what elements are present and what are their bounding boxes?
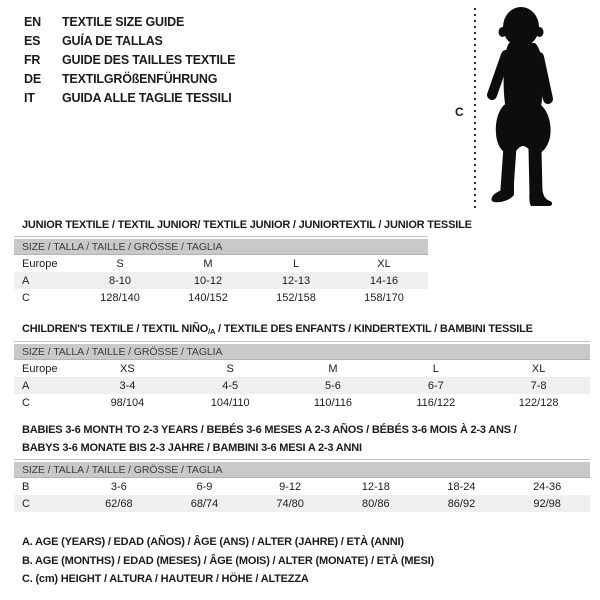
- lang-title: GUIDE DES TAILLES TEXTILE: [62, 53, 236, 67]
- babies-size-table: [14, 462, 590, 512]
- table-row: [14, 289, 428, 306]
- size-header-bar: [14, 462, 590, 478]
- size-header-bar: [14, 239, 428, 255]
- note-b: B. AGE (MONTHS) / EDAD (MESES) / ÂGE (MOIS) / ALTER (MONATE) / ETÀ (MESI): [22, 554, 434, 567]
- table-cell: 104/110: [210, 396, 250, 409]
- size-header-text: SIZE / TALLA / TAILLE / GRÖSSE / TAGLIA: [14, 344, 590, 360]
- table-cell: 24-36: [533, 480, 562, 493]
- junior-size-table: [14, 239, 428, 306]
- table-cell: 7-8: [487, 377, 590, 394]
- row-label: B: [22, 480, 30, 493]
- table-cell: XL: [531, 362, 546, 375]
- children-size-table: [14, 344, 590, 411]
- note-a: A. AGE (YEARS) / EDAD (AÑOS) / ÂGE (ANS) / ALTER (JAHRE) / ETÀ (ANNI): [22, 536, 404, 548]
- table-cell: 12-13: [252, 272, 340, 289]
- table-cell: 110/116: [313, 396, 353, 409]
- babies-title-line2: BABYS 3-6 MONATE BIS 2-3 JAHRE / BAMBINI 3-6 MESI A 2-3 ANNI: [22, 442, 362, 454]
- height-dotted-line: [474, 8, 476, 210]
- table-cell: 74/80: [247, 495, 333, 512]
- table-cell: M: [203, 257, 213, 270]
- babies-title-line1: BABIES 3-6 MONTH TO 2-3 YEARS / BEBÉS 3-6 MESES A 2-3 AÑOS / BÉBÉS 3-6 MOIS À 2-3 ANS /: [22, 424, 517, 436]
- table-cell: 92/98: [504, 495, 590, 512]
- table-cell: M: [328, 362, 338, 375]
- lang-row-de: [24, 70, 235, 89]
- row-label: C: [22, 396, 30, 409]
- lang-row-en: [24, 13, 235, 32]
- table-cell: 86/92: [419, 495, 505, 512]
- table-cell: 62/68: [76, 495, 162, 512]
- table-cell: 4-5: [179, 377, 282, 394]
- title-text: / TEXTILE DES ENFANTS / KINDERTEXTIL / BAMBINI TESSILE: [215, 323, 533, 335]
- table-cell: S: [116, 257, 124, 270]
- table-cell: XL: [377, 257, 391, 270]
- height-measure-label: C: [455, 105, 464, 119]
- size-header-text: SIZE / TALLA / TAILLE / GRÖSSE / TAGLIA: [14, 239, 428, 255]
- babies-table-title: [22, 421, 517, 457]
- table-cell: 8-10: [76, 272, 164, 289]
- table-cell: 98/104: [110, 396, 145, 409]
- size-header-bar: [14, 344, 590, 360]
- children-table-title: [22, 320, 533, 339]
- lang-title: GUIDA ALLE TAGLIE TESSILI: [62, 91, 232, 105]
- table-cell: 116/122: [416, 396, 456, 409]
- table-cell: 128/140: [100, 291, 140, 304]
- table-cell: XS: [120, 362, 135, 375]
- lang-code: IT: [24, 91, 35, 105]
- size-header-text: SIZE / TALLA / TAILLE / GRÖSSE / TAGLIA: [14, 462, 590, 478]
- table-cell: S: [226, 362, 234, 375]
- row-label: Europe: [22, 257, 58, 270]
- table-row: [14, 272, 428, 289]
- table-cell: 140/152: [188, 291, 228, 304]
- table-cell: 122/128: [518, 396, 559, 409]
- table-cell: 18-24: [447, 480, 476, 493]
- row-label: A: [14, 377, 76, 394]
- row-label: C: [14, 495, 76, 512]
- lang-title: TEXTILE SIZE GUIDE: [62, 15, 185, 29]
- junior-table-title: JUNIOR TEXTILE / TEXTIL JUNIOR/ TEXTILE JUNIOR / JUNIORTEXTIL / JUNIOR TESSILE: [22, 219, 472, 231]
- table-cell: 6-9: [196, 480, 213, 493]
- title-text: CHILDREN'S TEXTILE / TEXTIL NIÑO: [22, 323, 209, 335]
- table-cell: 152/158: [276, 291, 316, 304]
- table-cell: 3-6: [110, 480, 127, 493]
- table-cell: 9-12: [279, 480, 302, 493]
- table-row: [14, 255, 428, 273]
- table-row: [14, 394, 590, 411]
- table-cell: 5-6: [282, 377, 385, 394]
- table-cell: 80/86: [333, 495, 419, 512]
- table-row: [14, 495, 590, 512]
- lang-row-es: [24, 32, 235, 51]
- lang-code: DE: [24, 72, 41, 86]
- note-c: C. (cm) HEIGHT / ALTURA / HAUTEUR / HÖHE / ALTEZZA: [22, 573, 309, 585]
- table-cell: L: [432, 362, 439, 375]
- table-cell: 68/74: [162, 495, 248, 512]
- language-list: [24, 13, 235, 108]
- table-cell: 14-16: [340, 272, 428, 289]
- title-subscript: /A: [208, 327, 216, 336]
- table-row: [14, 360, 590, 378]
- children-table-wrap: [14, 341, 590, 411]
- legend-notes: [22, 533, 434, 589]
- table-cell: 6-7: [384, 377, 487, 394]
- babies-table-wrap: [14, 459, 590, 512]
- lang-code: ES: [24, 34, 41, 48]
- row-label: C: [22, 291, 30, 304]
- table-cell: 158/170: [364, 291, 404, 304]
- table-cell: 3-4: [76, 377, 179, 394]
- table-row: [14, 478, 590, 496]
- baby-silhouette-icon: [479, 5, 571, 210]
- lang-title: GUÍA DE TALLAS: [62, 34, 163, 48]
- lang-code: EN: [24, 15, 41, 29]
- junior-table-wrap: [14, 236, 428, 306]
- lang-row-fr: [24, 51, 235, 70]
- table-row: [14, 377, 590, 394]
- lang-row-it: [24, 89, 235, 108]
- row-label: A: [14, 272, 76, 289]
- row-label: Europe: [22, 362, 58, 375]
- table-cell: 12-18: [361, 480, 390, 493]
- lang-code: FR: [24, 53, 41, 67]
- table-cell: L: [292, 257, 300, 270]
- table-cell: 10-12: [164, 272, 252, 289]
- lang-title: TEXTILGRÖßENFÜHRUNG: [62, 72, 218, 86]
